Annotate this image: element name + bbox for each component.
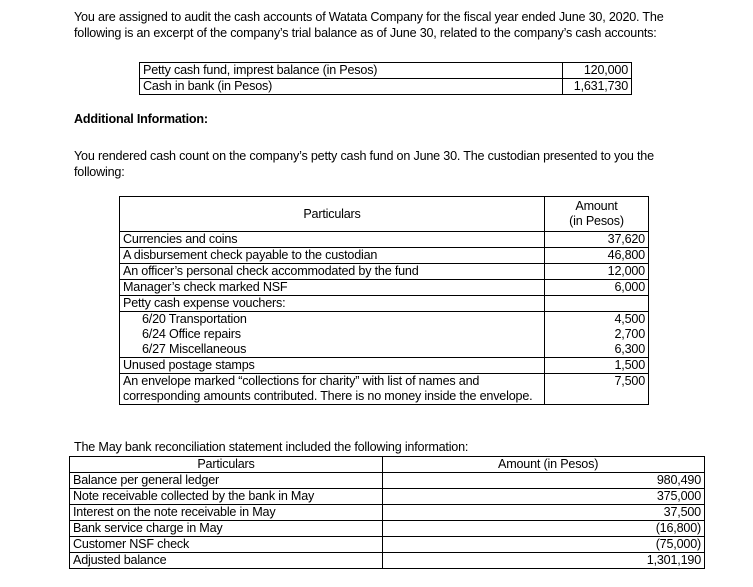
table-row: Petty cash expense vouchers: [120,296,649,312]
additional-info-heading: Additional Information: [74,112,208,126]
table-row: An envelope marked “collections for charity” with list of names and 7,500 [120,374,649,390]
table-row: 6/20 Transportation 4,500 [120,312,649,328]
table-row: Customer NSF check (75,000) [70,537,705,553]
table-row: Balance per general ledger 980,490 [70,473,705,489]
table-row: corresponding amounts contributed. There is no money inside the envelope. [120,389,649,405]
bank-recon-table [69,456,705,569]
table-row: Bank service charge in May (16,800) [70,521,705,537]
trial-balance-table [139,62,632,95]
table-row: Manager’s check marked NSF 6,000 [120,280,649,296]
table-row: Unused postage stamps 1,500 [120,358,649,374]
table-row: Cash in bank (in Pesos) 1,631,730 [140,79,632,95]
table-row: Currencies and coins 37,620 [120,232,649,248]
table-row: Petty cash fund, imprest balance (in Pesos) 120,000 [140,63,632,79]
cash-count-paragraph: You rendered cash count on the company’s petty cash fund on June 30. The custodian presented to you the following: [74,149,654,179]
intro-paragraph: You are assigned to audit the cash accounts of Watata Company for the fiscal year ended June 30, 2020. The following is an excerpt of the company’s trial balance as of June 30, related to the company’s cash accounts: [74,10,664,40]
table-header: Particulars Amount (in Pesos) [70,457,705,473]
table-row: A disbursement check payable to the custodian 46,800 [120,248,649,264]
bank-recon-intro: The May bank reconciliation statement included the following information: [74,440,469,454]
table-header: Particulars Amount (in Pesos) [120,197,649,232]
table-row: Note receivable collected by the bank in May 375,000 [70,489,705,505]
table-row: Interest on the note receivable in May 37,500 [70,505,705,521]
table-row: An officer’s personal check accommodated by the fund 12,000 [120,264,649,280]
table-row: 6/27 Miscellaneous 6,300 [120,342,649,358]
table-row: 6/24 Office repairs 2,700 [120,327,649,342]
table-row: Adjusted balance 1,301,190 [70,553,705,569]
petty-cash-table [119,196,649,405]
